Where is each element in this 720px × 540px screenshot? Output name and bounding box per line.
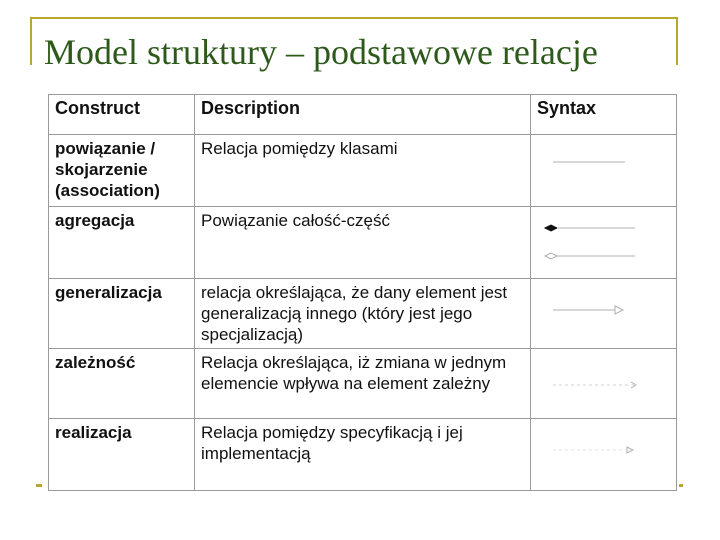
slide-frame-top (30, 17, 678, 19)
syntax-cell (531, 419, 677, 491)
table-header-row (49, 95, 677, 135)
construct-cell: generalizacja (49, 279, 195, 349)
slide-footer-mark-right (679, 484, 683, 487)
table-row (49, 135, 677, 207)
description-cell: Powiązanie całość-część (195, 207, 531, 279)
relations-table (48, 94, 677, 491)
description-cell: Relacja pomiędzy specyfikacją i jej implementacją (195, 419, 531, 491)
realization-arrow-icon (537, 422, 667, 482)
description-cell: Relacja pomiędzy klasami (195, 135, 531, 207)
syntax-cell (531, 135, 677, 207)
aggregation-diamonds-icon (537, 210, 667, 274)
syntax-cell (531, 207, 677, 279)
table-row (49, 279, 677, 349)
description-cell: Relacja określająca, iż zmiana w jednym elemencie wpływa na element zależny (195, 349, 531, 419)
slide-footer-mark-left (36, 484, 42, 487)
slide-frame-right (676, 17, 678, 65)
header-syntax: Syntax (531, 95, 677, 135)
description-cell: relacja określająca, że dany element jest generalizacją innego (który jest jego specjalizacją) (195, 279, 531, 349)
dependency-arrow-icon (537, 352, 667, 412)
slide-title: Model struktury – podstawowe relacje (44, 32, 598, 72)
construct-cell: powiązanie / skojarzenie (association) (49, 135, 195, 207)
table-row (49, 419, 677, 491)
table-row (49, 349, 677, 419)
table-row (49, 207, 677, 279)
generalization-arrow-icon (537, 282, 667, 342)
header-description: Description (195, 95, 531, 135)
slide-frame-left (30, 17, 32, 65)
header-construct: Construct (49, 95, 195, 135)
syntax-cell (531, 349, 677, 419)
construct-cell: realizacja (49, 419, 195, 491)
association-line-icon (537, 138, 667, 198)
construct-cell: agregacja (49, 207, 195, 279)
construct-cell: zależność (49, 349, 195, 419)
syntax-cell (531, 279, 677, 349)
